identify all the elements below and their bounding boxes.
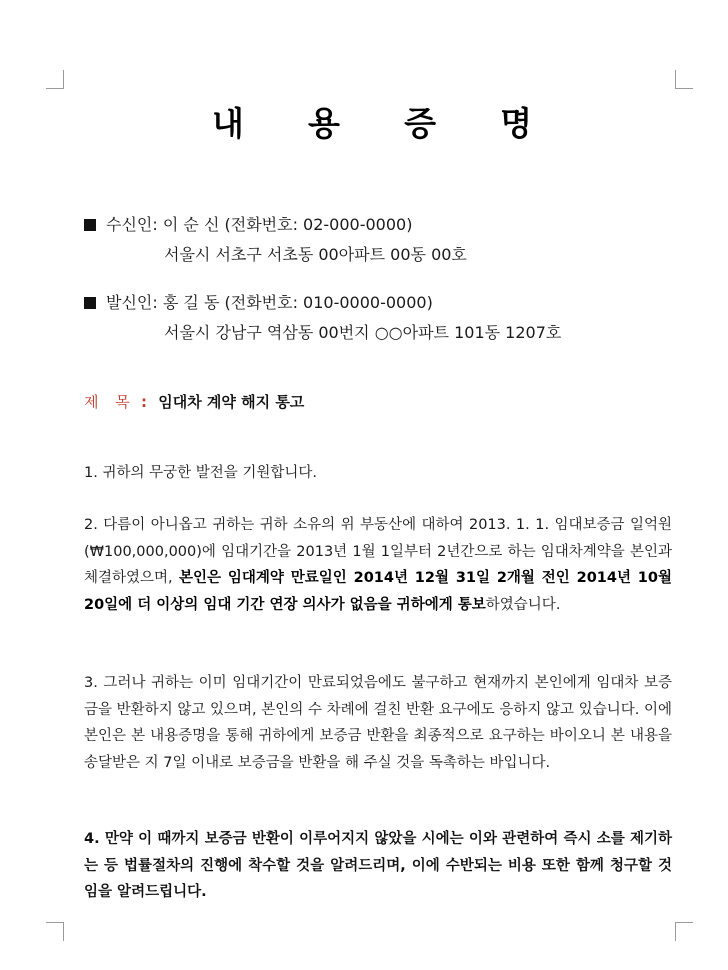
paragraph-2-emphasis: 본인은 임대계약 만료일인 2014년 12월 31일 2개월 전인 2014년 10월 20일에 더 이상의 임대 기간 연장 의사가 없음을 귀하에게 통보 — [84, 570, 672, 613]
crop-mark — [46, 922, 64, 923]
square-bullet-icon — [84, 219, 96, 231]
sender-name: 홍 길 동 — [162, 293, 220, 312]
crop-mark — [63, 922, 64, 941]
recipient-block — [84, 210, 467, 270]
crop-mark — [675, 922, 693, 923]
paragraph-2 — [84, 512, 672, 618]
recipient-address: 서울시 서초구 서초동 00아파트 00동 00호 — [164, 245, 467, 264]
subject-label: 제 목 — [84, 393, 136, 411]
sender-address: 서울시 강남구 역삼동 00번지 ○○아파트 101동 1207호 — [164, 323, 562, 342]
subject-colon: : — [140, 393, 147, 411]
crop-mark — [46, 88, 64, 89]
crop-mark — [675, 922, 676, 941]
sender-block — [84, 288, 561, 348]
recipient-phone: (전화번호: 02-000-0000) — [224, 215, 413, 234]
paragraph-2-text: 2. 다름이 아니옵고 귀하는 귀하 소유의 위 부동산에 대하여 2013. 1. 1. 임대보증금 일억원(₩100,000,000)에 임대기간을 2013년 1월 1일부터 2년간으로 하는 임대차계약을 본인과 체결하였으며, — [84, 517, 672, 586]
sender-label: 발신인: — [106, 293, 158, 312]
title-char: 용 — [308, 103, 340, 143]
title-char: 명 — [500, 103, 532, 143]
square-bullet-icon — [84, 297, 96, 309]
sender-phone: (전화번호: 010-0000-0000) — [224, 293, 433, 312]
crop-mark — [63, 70, 64, 89]
recipient-label: 수신인: — [106, 215, 158, 234]
document-title — [212, 96, 532, 146]
paragraph-1: 1. 귀하의 무궁한 발전을 기원합니다. — [84, 465, 317, 481]
subject-line — [84, 388, 304, 416]
title-char: 증 — [404, 103, 436, 143]
paragraph-4: 4. 만약 이 때까지 보증금 반환이 이루어지지 않았을 시에는 이와 관련하여 즉시 소를 제기하는 등 법률절차의 진행에 착수할 것을 알려드리며, 이에 수반되는 비용 또한 함께 청구할 것임을 알려드립니다. — [84, 831, 672, 900]
paragraph-3: 3. 그러나 귀하는 이미 임대기간이 만료되었음에도 불구하고 현재까지 본인에게 임대차 보증금을 반환하지 않고 있으며, 본인의 수 차례에 걸친 반환 요구에도 응하지 않고 있습니다. 이에 본인은 본 내용증명을 통해 귀하에게 보증금 반환을 최종적으로 요구하는 바이오니 본 내용을 송달받은 지 7일 이내로 보증금을 반환을 해 주실 것을 독촉하는 바입니다. — [84, 675, 672, 771]
crop-mark — [675, 70, 676, 89]
crop-mark — [675, 88, 693, 89]
title-char: 내 — [212, 103, 244, 143]
subject-text: 임대차 계약 해지 통고 — [158, 393, 305, 411]
recipient-name: 이 순 신 — [162, 215, 220, 234]
paragraph-2-ending: 하였습니다. — [485, 596, 561, 613]
